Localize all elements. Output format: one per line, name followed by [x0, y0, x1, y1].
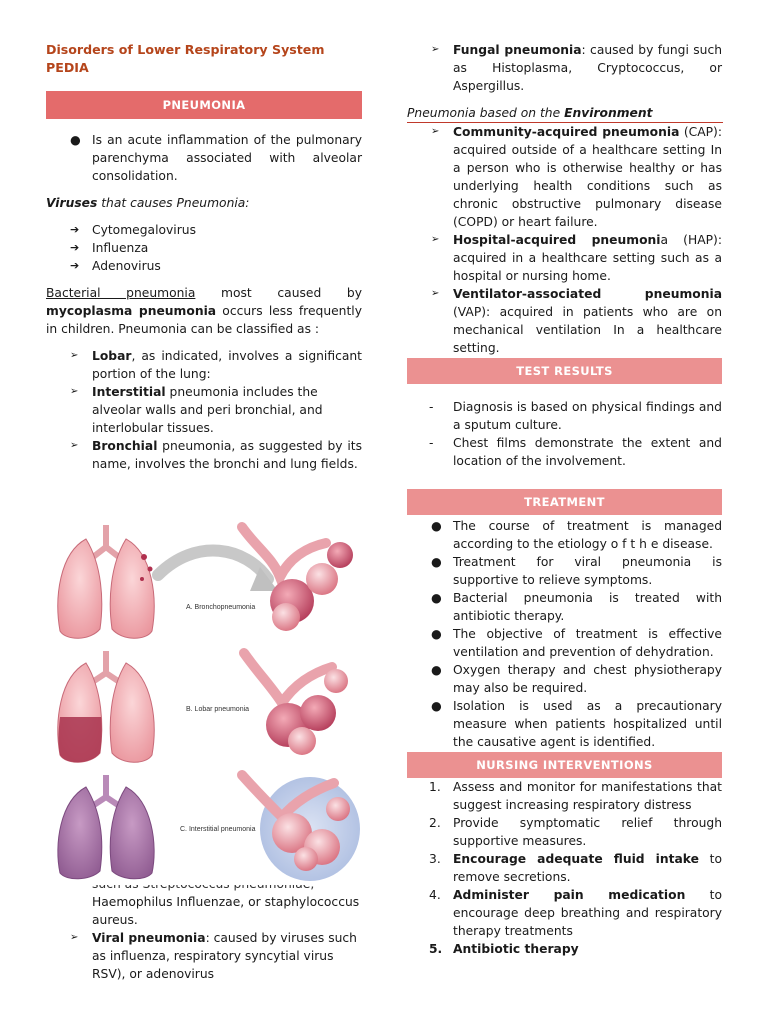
pneumonia-banner: PNEUMONIA [46, 91, 362, 119]
alveoli-cluster [306, 563, 338, 595]
nursing-interventions-banner: NURSING INTERVENTIONS [407, 752, 722, 778]
list-item: ➢ Bronchial pneumonia, as suggested by its name, involves the bronchi and lung fields. [70, 439, 362, 471]
lobar-panel [58, 651, 348, 762]
list-item: ➢ Community-acquired pneumonia (CAP): acquired outside of a healthcare setting In a person who is otherwise healthy or has underlying health conditions such as chronic obstructive pulmonary disease (COPD) or heart failure. [431, 125, 722, 229]
infection-spot [141, 554, 147, 560]
treatment-banner: TREATMENT [407, 489, 722, 515]
bullet-icon: ● [431, 555, 442, 569]
triangle-bullet-icon: ➢ [431, 234, 440, 245]
fungal-list [407, 41, 722, 95]
triangle-bullet-icon: ➢ [70, 932, 79, 943]
triangle-bullet-icon: ➢ [431, 44, 440, 55]
triangle-bullet-icon: ➢ [70, 350, 79, 361]
list-item: 2. Provide symptomatic relief through supportive measures. [429, 816, 722, 848]
list-item: - Chest films demonstrate the extent and location of the involvement. [429, 436, 722, 468]
arrow-right-icon: ➔ [70, 241, 80, 254]
left-continued [46, 875, 362, 983]
list-item: ● The objective of treatment is effective ventilation and prevention of dehydration. [431, 627, 722, 659]
infection-spot [140, 577, 144, 581]
list-item: ➢ Hospital-acquired pneumonia (HAP): acquired in a healthcare setting such as a hospital or nursing home. [431, 233, 722, 283]
list-item: ● Treatment for viral pneumonia is supportive to relieve symptoms. [431, 555, 722, 587]
list-item: ➢ Viral pneumonia: caused by viruses such as influenza, respiratory syncytial virus RSV), or adenovirus [70, 931, 357, 981]
document-title: Disorders of Lower Respiratory System [46, 42, 325, 57]
arrow-right-icon: ➔ [70, 259, 80, 272]
bullet-icon: ● [431, 663, 442, 677]
alveoli-cluster [326, 797, 350, 821]
dash-bullet-icon: - [429, 436, 434, 450]
list-item: 5. Antibiotic therapy [429, 942, 579, 956]
list-item: ➢ Interstitial pneumonia includes the alveolar walls and peri bronchial, and interlobular tissues. [70, 385, 323, 435]
pneumonia-figure [46, 517, 360, 885]
viruses-heading: Viruses that causes Pneumonia: [46, 196, 250, 210]
bullet-icon: ● [431, 591, 442, 605]
caption-a: A. Bronchopneumonia [186, 604, 256, 611]
definition-list [46, 131, 362, 185]
list-item: ● Oxygen therapy and chest physiotherapy may also be required. [431, 663, 722, 695]
list-item: ➢ Lobar, as indicated, involves a significant portion of the lung: [70, 349, 362, 381]
consolidated-lobe [59, 717, 102, 762]
triangle-bullet-icon: ➢ [70, 386, 79, 397]
bacterial-intro: Bacterial pneumonia most caused by mycoplasma pneumonia occurs less frequently in children. Pneumonia can be classified as : [46, 286, 362, 336]
definition-text: Is an acute inflammation of the pulmonary parenchyma associated with alveolar consolidation. [92, 133, 362, 183]
interstitial-panel [58, 775, 360, 881]
classification-list [46, 347, 362, 473]
dash-bullet-icon: - [429, 400, 434, 414]
test-results-banner: TEST RESULTS [407, 358, 722, 384]
alveoli-cluster [272, 603, 300, 631]
list-item: ➔ Influenza [70, 241, 149, 255]
alveoli-cluster [327, 542, 353, 568]
list-item: ➢ Ventilator-associated pneumonia (VAP): acquired in patients who are on mechanical ventilation In a healthcare setting. [431, 287, 722, 355]
triangle-bullet-icon: ➢ [431, 288, 440, 299]
alveoli-cluster [294, 847, 318, 871]
list-item: 3. Encourage adequate fluid intake to remove secretions. [429, 852, 722, 884]
bronchopneumonia-panel [58, 525, 353, 638]
triangle-bullet-icon: ➢ [70, 440, 79, 451]
left-column [46, 41, 362, 473]
list-item: ➔ Cytomegalovirus [70, 223, 196, 237]
environment-heading: Pneumonia based on the Environment [407, 104, 723, 123]
list-item: 4. Administer pain medication to encourage deep breathing and respiratory therapy treatments [429, 888, 722, 938]
virus-list [46, 221, 362, 275]
alveoli-cluster [324, 669, 348, 693]
alveoli-cluster [288, 727, 316, 755]
treatment-list [407, 517, 722, 751]
bullet-icon: ● [431, 519, 442, 533]
caption-c: C. Interstitial pneumonia [180, 826, 256, 833]
list-item [46, 131, 362, 185]
triangle-bullet-icon: ➢ [431, 126, 440, 137]
document-subtitle: PEDIA [46, 60, 89, 75]
list-item: - Diagnosis is based on physical findings and a sputum culture. [429, 400, 722, 432]
nursing-list [407, 778, 722, 958]
alveoli-cluster [300, 695, 336, 731]
zoom-arrow [158, 550, 268, 579]
right-column [407, 41, 722, 958]
list-item: ➔ Adenovirus [70, 259, 161, 273]
list-item: 1. Assess and monitor for manifestations that suggest increasing respiratory distress [429, 780, 722, 812]
list-item: ➢ Fungal pneumonia: caused by fungi such as Histoplasma, Cryptococcus, or Aspergillus. [431, 43, 723, 93]
viral-list [46, 929, 362, 983]
pneumonia-illustration [46, 517, 360, 885]
arrow-right-icon: ➔ [70, 223, 80, 236]
environment-list [407, 123, 722, 357]
list-item: ● Bacterial pneumonia is treated with antibiotic therapy. [431, 591, 722, 623]
list-item: ● Isolation is used as a precautionary measure when patients hospitalized until the causative agent is identified. [431, 699, 722, 749]
test-list [407, 398, 722, 470]
bullet-icon: ● [431, 699, 442, 713]
bullet-icon: ● [431, 627, 442, 641]
bullet-icon: ● [70, 133, 81, 147]
infection-spot [148, 567, 153, 572]
list-item: ● The course of treatment is managed according to the etiology o f t h e disease. [431, 519, 722, 551]
continued-line: Haemophilus Influenzae, or staphylococcus aureus. [92, 895, 360, 927]
caption-b: B. Lobar pneumonia [186, 706, 250, 713]
